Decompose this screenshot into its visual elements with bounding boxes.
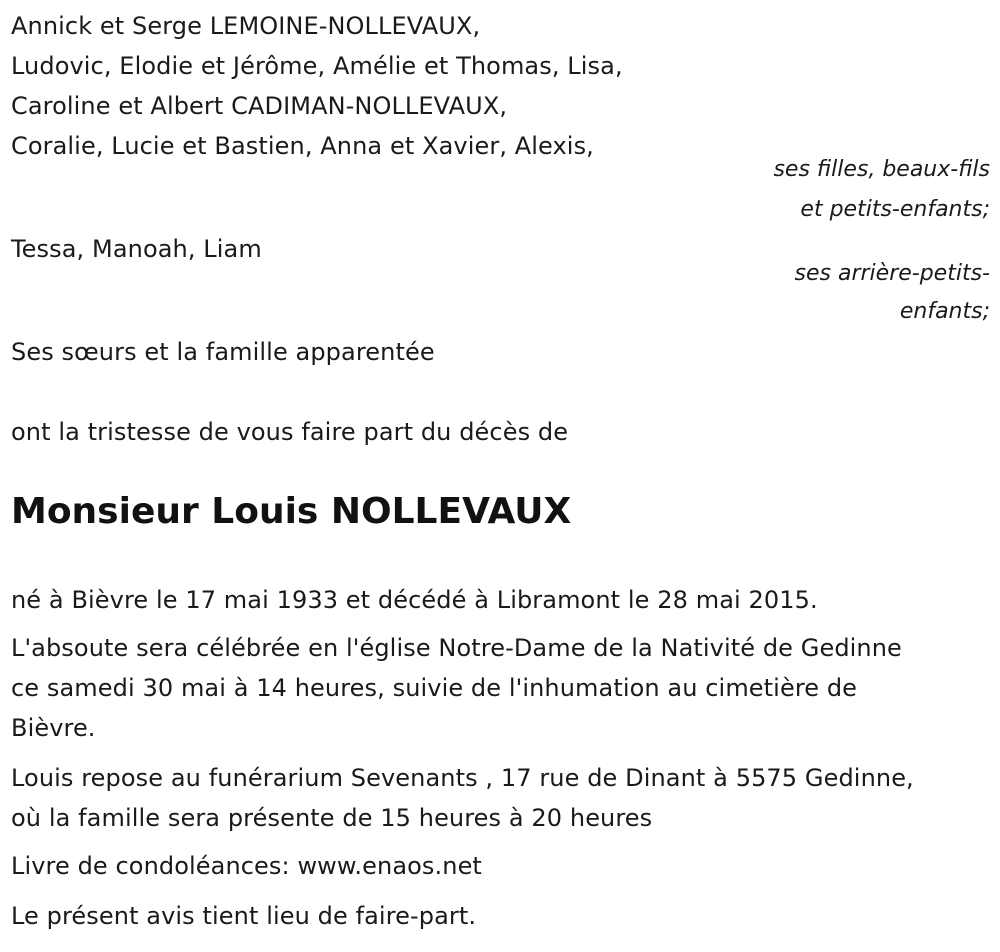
relatives-line: Ses sœurs et la famille apparentée [11, 338, 435, 366]
family-line-1: Annick et Serge LEMOINE-NOLLEVAUX, [11, 12, 481, 40]
rest-line-1: Louis repose au funérarium Sevenants , 17 rue de Dinant à 5575 Gedinne, [11, 764, 914, 792]
service-line-3: Bièvre. [11, 714, 96, 742]
great-grandchildren: Tessa, Manoah, Liam [11, 235, 262, 263]
rest-line-2: où la famille sera présente de 15 heures à 20 heures [11, 804, 653, 832]
role-daughters-line-2: et petits-enfants; [800, 197, 990, 222]
family-line-4: Coralie, Lucie et Bastien, Anna et Xavier, Alexis, [11, 132, 594, 160]
service-line-1: L'absoute sera célébrée en l'église Notre-Dame de la Nativité de Gedinne [11, 634, 902, 662]
family-line-3: Caroline et Albert CADIMAN-NOLLEVAUX, [11, 92, 508, 120]
birth-death-line: né à Bièvre le 17 mai 1933 et décédé à Libramont le 28 mai 2015. [11, 586, 818, 614]
condolences-line: Livre de condoléances: www.enaos.net [11, 852, 482, 880]
service-line-2: ce samedi 30 mai à 14 heures, suivie de l'inhumation au cimetière de [11, 674, 858, 702]
role-great-grandchildren-line-2: enfants; [899, 299, 990, 324]
role-great-grandchildren-line-1: ses arrière-petits- [794, 261, 990, 286]
role-daughters-line-1: ses filles, beaux-fils [773, 157, 990, 182]
deceased-name: Monsieur Louis NOLLEVAUX [11, 491, 572, 532]
family-line-2: Ludovic, Elodie et Jérôme, Amélie et Thomas, Lisa, [11, 52, 623, 80]
notice-line: Le présent avis tient lieu de faire-part. [11, 902, 477, 930]
announcement-line: ont la tristesse de vous faire part du décès de [11, 418, 569, 446]
